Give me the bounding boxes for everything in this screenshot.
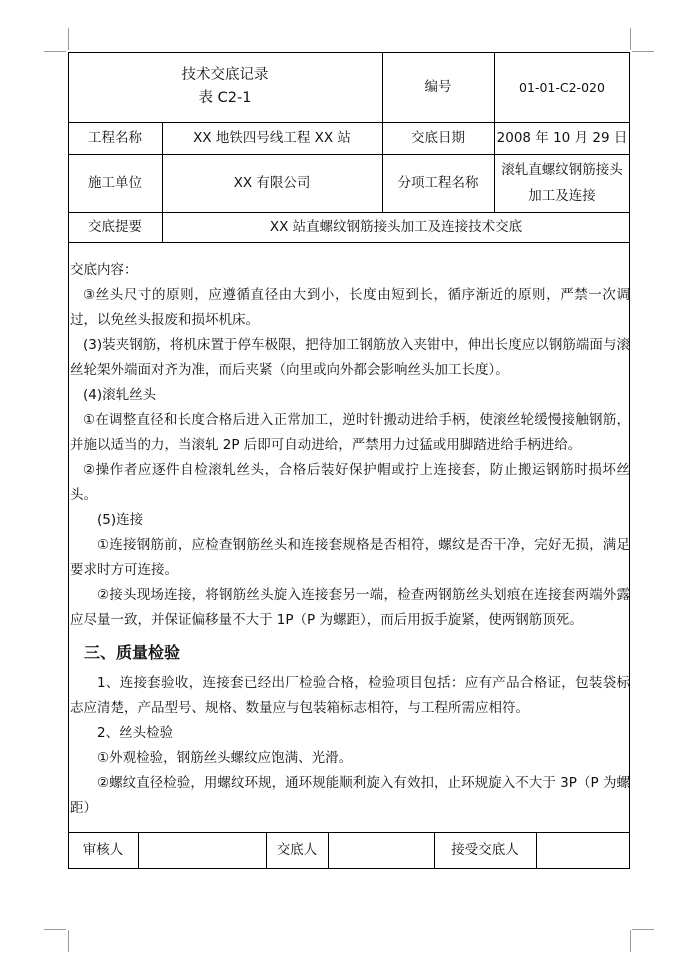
subproject-value-line2: 加工及连接 [528,188,596,204]
subproject-value [494,154,630,212]
content-intro: 交底内容： [70,262,138,278]
content-paragraph: ③丝头尺寸的原则，应遵循直径由大到小，长度由短到长，循序渐近的原则，严禁一次调过，以免丝头报废和损坏机床。 [70,287,630,328]
form-title-line1: 技术交底记录 [181,67,269,83]
content-paragraph: ②螺纹直径检验，用螺纹环规，通环规能顺利旋入有效扣，止环规旋入不大于 3P（P 为螺距） [70,775,630,816]
code-value: 01-01-C2-020 [519,79,605,95]
section-heading: 三、质量检验 [84,643,181,662]
date-value: 2008 年 10 月 29 日 [496,129,628,146]
content-paragraph: ①在调整直径和长度合格后进入正常加工，逆时针搬动进给手柄，使滚丝轮缓慢接触钢筋，并施以适当的力，当滚轧 2P 后即可自动进给，严禁用力过猛或用脚踏进给手柄进给。 [70,412,630,453]
form-title [68,52,382,122]
crop-mark-top-right-h [632,51,654,52]
summary-value: XX 站直螺纹钢筋接头加工及连接技术交底 [269,218,523,235]
crop-mark-bottom-left-v [68,930,69,952]
reviewer-label: 审核人 [82,842,124,858]
content-paragraph: ②接头现场连接，将钢筋丝头旋入连接套另一端，检查两钢筋丝头划痕在连接套两端外露应尽量一致，并保证偏移量不大于 1P（P 为螺距），而后用扳手旋紧，使两钢筋顶死。 [70,587,630,628]
content-paragraph: ①连接钢筋前，应检查钢筋丝头和连接套规格是否相符，螺纹是否干净，完好无损，满足要求时方可连接。 [70,537,630,578]
reviewer-signature-field[interactable] [138,832,266,869]
content-paragraph: ②操作者应逐件自检滚轧丝头，合格后装好保护帽或拧上连接套，防止搬运钢筋时损坏丝头。 [70,462,630,503]
receiver-label: 接受交底人 [451,842,519,858]
contractor-value: XX 有限公司 [233,174,311,191]
subproject-value-line1: 滚轧直螺纹钢筋接头 [501,162,623,178]
crop-mark-bottom-right-h [632,929,654,930]
content-paragraph: 1、连接套验收，连接套已经出厂检验合格，检验项目包括：应有产品合格证，包装袋标志应清楚，产品型号、规格、数量应与包装箱标志相符，与工程所需应相符。 [70,675,630,716]
crop-mark-top-left-h [44,51,66,52]
crop-mark-bottom-right-v [630,930,631,952]
crop-mark-top-right-v [630,28,631,50]
summary-label: 交底提要 [88,218,142,235]
content-paragraph: (5)连接 [97,512,144,528]
discloser-signature-field[interactable] [328,832,434,869]
content-paragraph: ①外观检验，钢筋丝头螺纹应饱满、光滑。 [97,750,353,766]
contractor-label: 施工单位 [88,174,142,191]
crop-mark-bottom-left-h [44,929,66,930]
project-value: XX 地铁四号线工程 XX 站 [193,129,351,146]
subproject-label: 分项工程名称 [397,174,479,191]
discloser-label: 交底人 [276,842,318,858]
project-label: 工程名称 [88,129,142,146]
date-label: 交底日期 [411,129,465,146]
content-paragraph: (4)滚轧丝头 [83,387,157,403]
content-paragraph: 2、丝头检验 [97,725,174,741]
disclosure-content [70,258,630,821]
form-title-line2: 表 C2-1 [198,90,252,106]
content-paragraph: (3)装夹钢筋，将机床置于停车极限，把待加工钢筋放入夹钳中，伸出长度应以钢筋端面与滚丝轮架外端面对齐为准，而后夹紧（向里或向外都会影响丝头加工长度）。 [70,337,630,378]
row-divider [68,242,630,243]
code-label: 编号 [424,78,452,95]
crop-mark-top-left-v [68,28,69,50]
receiver-signature-field[interactable] [536,832,630,869]
